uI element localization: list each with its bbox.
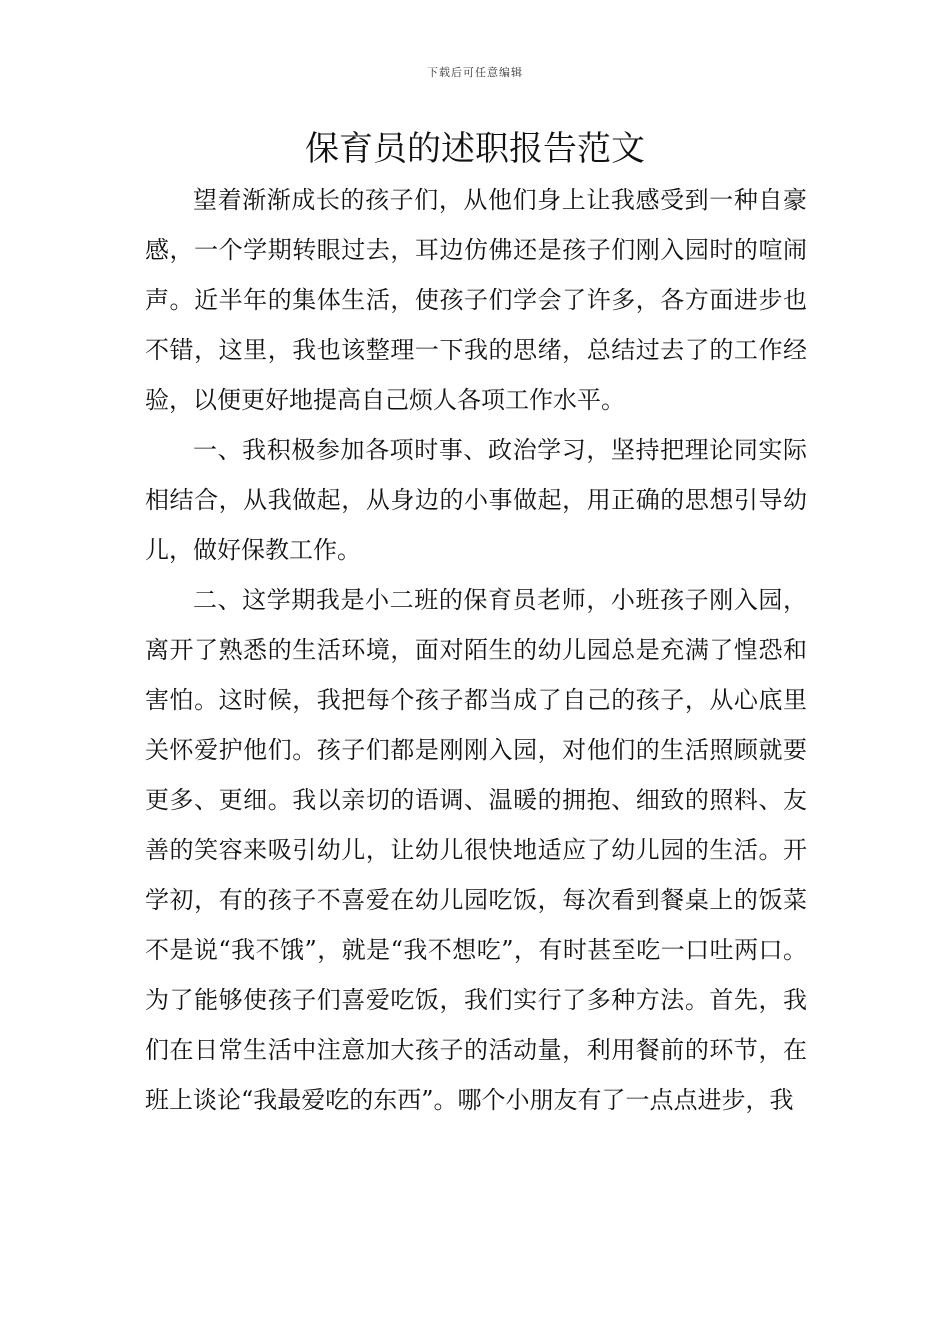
- document-body: [145, 175, 807, 1125]
- paragraph-point-two: 二、这学期我是小二班的保育员老师，小班孩子刚入园，离开了熟悉的生活环境，面对陌生的幼儿园总是充满了惶恐和害怕。这时候，我把每个孩子都当成了自己的孩子，从心底里关怀爱护他们。孩子们都是刚刚入园，对他们的生活照顾就要更多、更细。我以亲切的语调、温暖的拥抱、细致的照料、友善的笑容来吸引幼儿，让幼儿很快地适应了幼儿园的生活。开学初，有的孩子不喜爱在幼儿园吃饭，每次看到餐桌上的饭菜不是说“我不饿”，就是“我不想吃”，有时甚至吃一口吐两口。为了能够使孩子们喜爱吃饭，我们实行了多种方法。首先，我们在日常生活中注意加大孩子的活动量，利用餐前的环节，在班上谈论“我最爱吃的东西”。哪个小朋友有了一点点进步，我: [145, 586, 807, 1114]
- document-title: 保育员的述职报告范文: [305, 129, 645, 169]
- paragraph-intro: 望着渐渐成长的孩子们，从他们身上让我感受到一种自豪感，一个学期转眼过去，耳边仿佛还是孩子们刚入园时的喧闹声。近半年的集体生活，使孩子们学会了许多，各方面进步也不错，这里，我也该整理一下我的思绪，总结过去了的工作经验，以便更好地提高自己烦人各项工作水平。: [145, 186, 807, 414]
- paragraph-point-one: 一、我积极参加各项时事、政治学习，坚持把理论同实际相结合，从我做起，从身边的小事做起，用正确的思想引导幼儿，做好保教工作。: [145, 436, 807, 564]
- header-note: 下载后可任意编辑: [427, 66, 523, 79]
